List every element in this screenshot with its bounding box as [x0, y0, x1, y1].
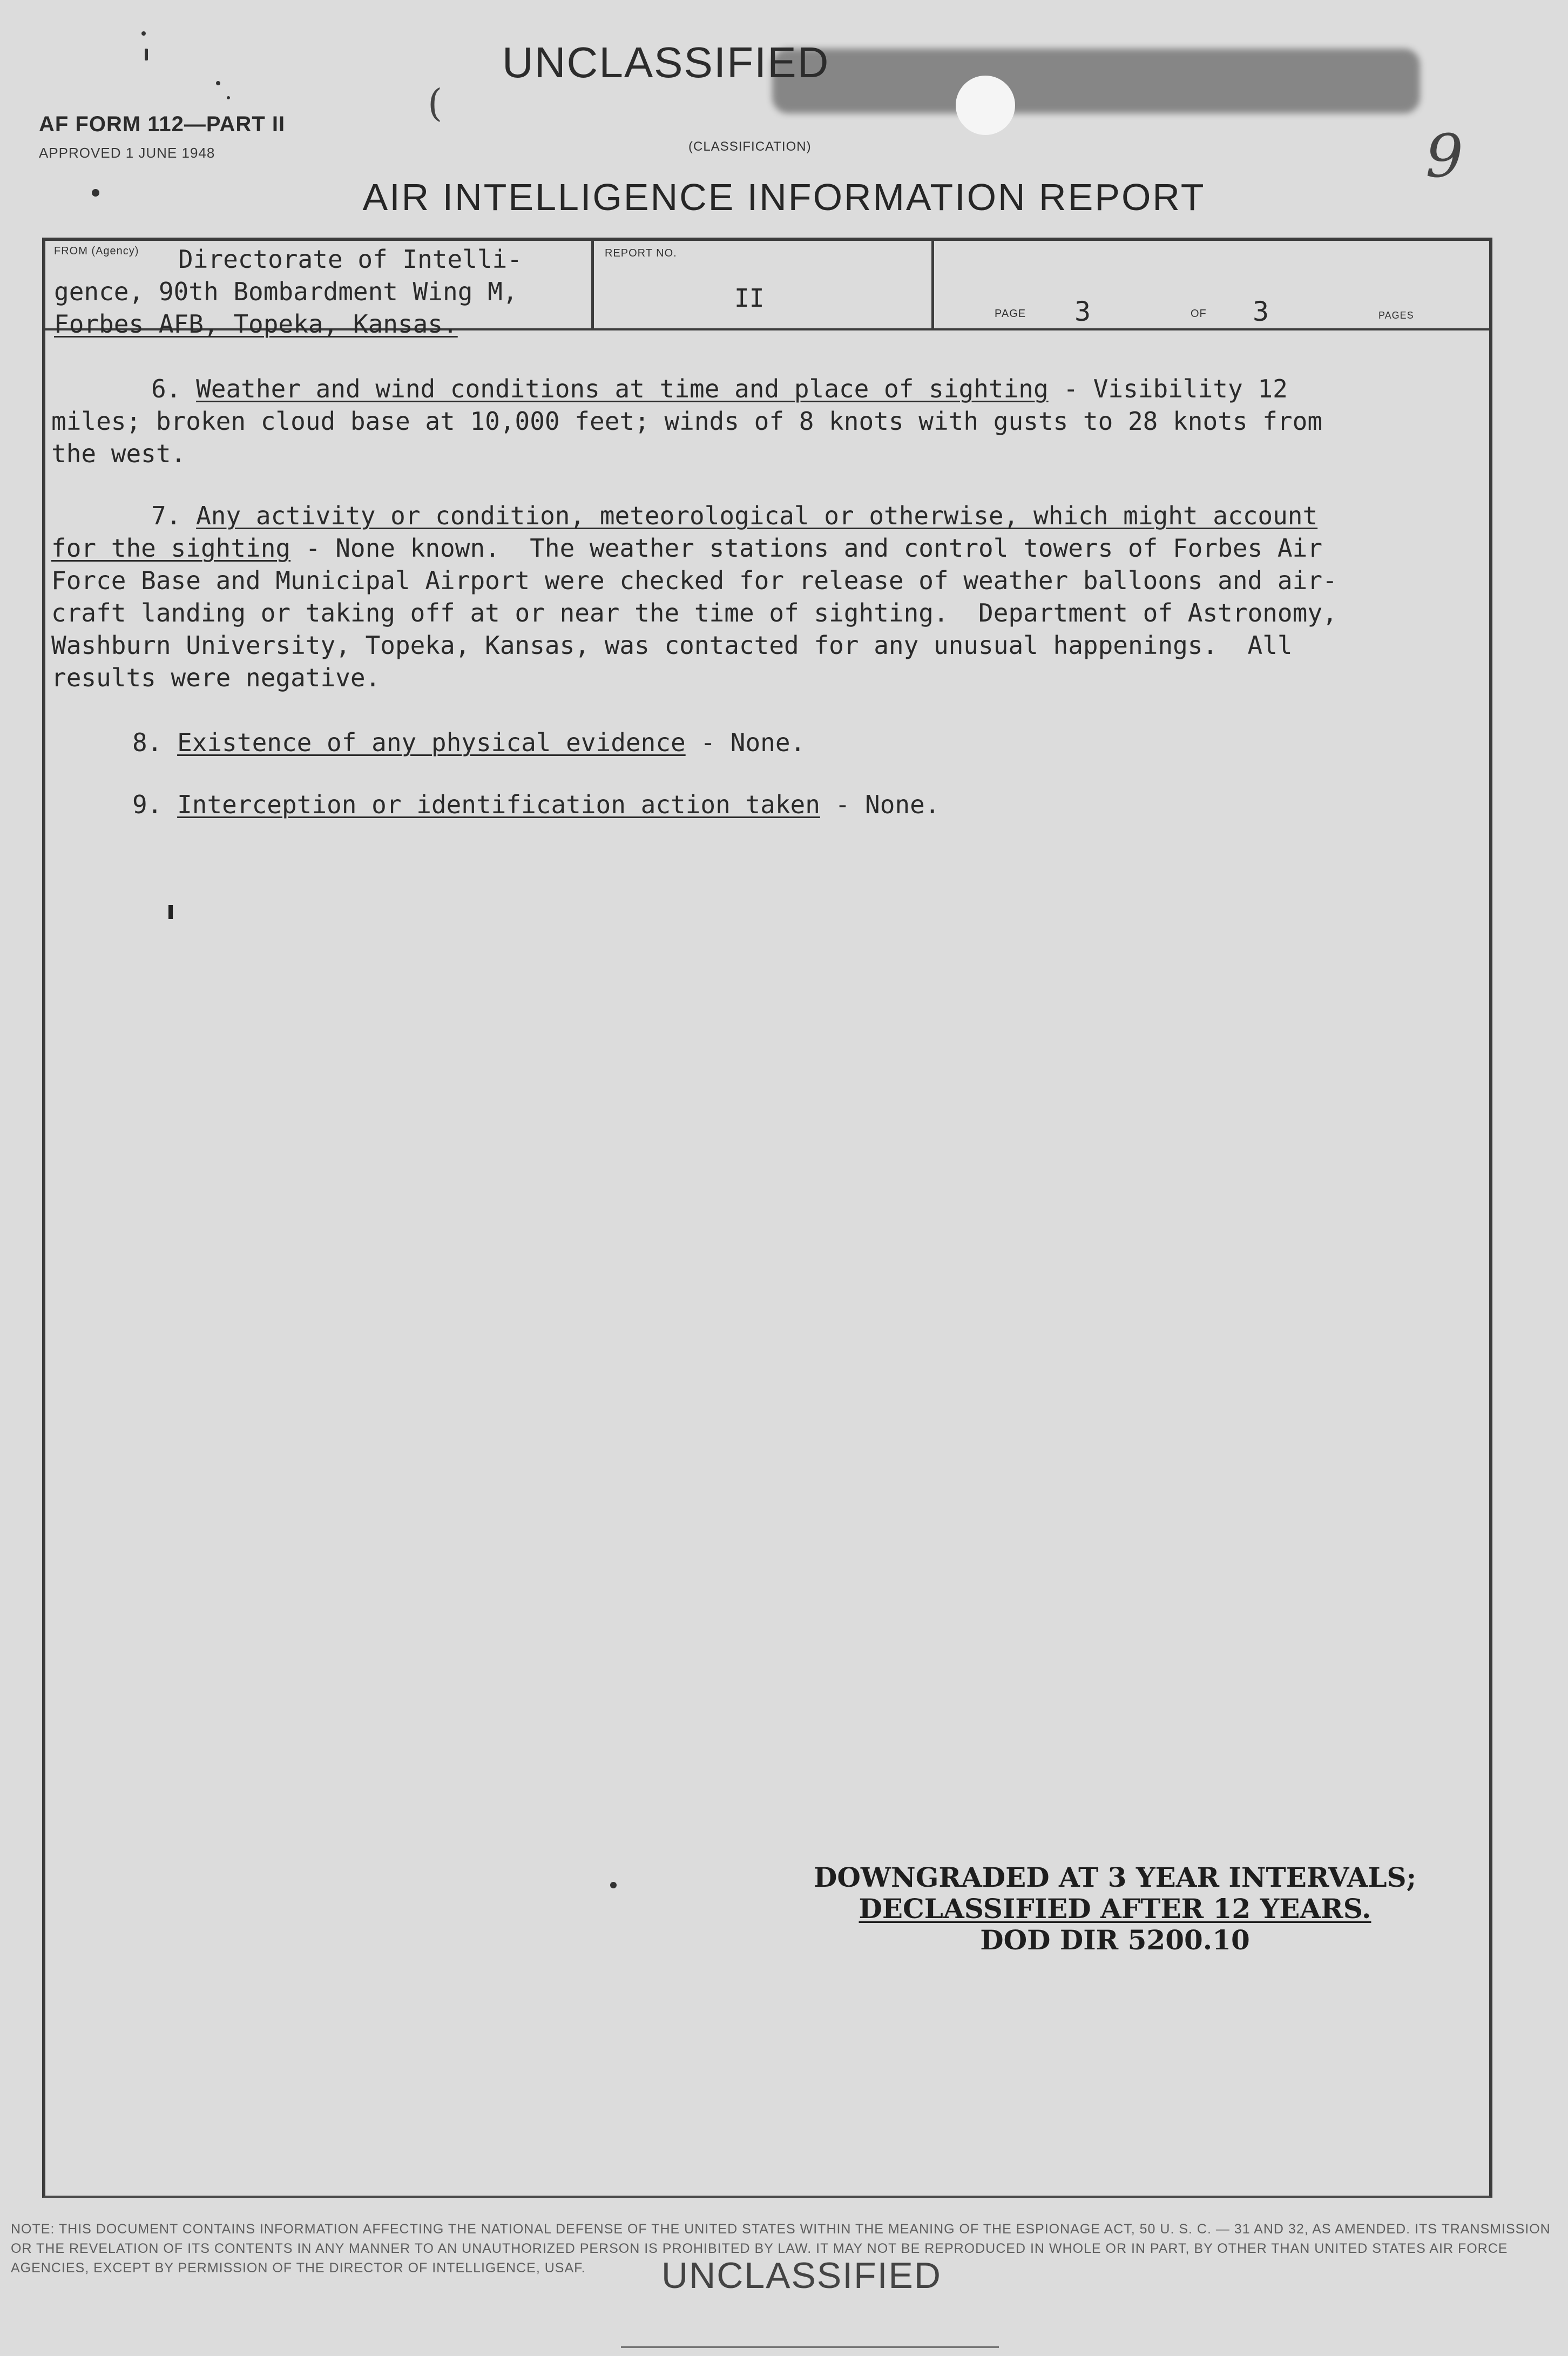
- from-line: Forbes AFB, Topeka, Kansas.: [54, 309, 458, 339]
- scan-speck: [141, 31, 146, 36]
- paragraph-heading: Weather and wind conditions at time and place of sighting: [196, 374, 1049, 403]
- paragraph-number: 9.: [132, 790, 163, 819]
- scan-speck: [227, 96, 230, 99]
- paragraph-7: [51, 499, 1455, 532]
- page-label: PAGE: [995, 308, 1026, 320]
- paragraph-6: [51, 373, 1455, 405]
- bottom-rule: [621, 2346, 999, 2348]
- paragraph-line: the west.: [51, 439, 186, 468]
- report-title: AIR INTELLIGENCE INFORMATION REPORT: [362, 176, 1206, 218]
- paragraph-number: 8.: [132, 728, 163, 757]
- paragraph-line: Force Base and Municipal Airport were checked for release of weather balloons and air-: [51, 566, 1337, 595]
- pages-label: PAGES: [1378, 310, 1414, 321]
- report-no-value: II: [734, 283, 765, 313]
- from-line: Directorate of Intelli-: [178, 245, 522, 274]
- paragraph-line: [51, 532, 1455, 564]
- page-total: 3: [1253, 296, 1269, 327]
- paragraph-heading: for the sighting: [51, 534, 291, 563]
- paragraph-number: 6.: [151, 374, 181, 403]
- downgrade-stamp: [778, 1862, 1452, 1956]
- classification-bottom: UNCLASSIFIED: [661, 2255, 942, 2296]
- of-label: OF: [1191, 308, 1207, 320]
- margin-tick: [168, 905, 173, 919]
- paragraph-heading: Any activity or condition, meteorological or otherwise, which might account: [196, 501, 1318, 530]
- from-agency: [54, 243, 589, 340]
- paragraph-8: [51, 726, 1455, 759]
- paragraph-line: craft landing or taking off at or near the time of sighting. Department of Astronomy,: [51, 598, 1337, 627]
- stray-mark: (: [428, 81, 443, 125]
- paragraph-line: miles; broken cloud base at 10,000 feet; winds of 8 knots with gusts to 28 knots from: [51, 407, 1323, 436]
- punch-hole: [956, 76, 1015, 135]
- paragraph-heading: Interception or identification action taken: [177, 790, 820, 819]
- paragraph-text: - None known. The weather stations and control towers of Forbes Air: [290, 534, 1323, 563]
- form-approval-date: APPROVED 1 JUNE 1948: [39, 145, 215, 161]
- report-no-label: REPORT NO.: [605, 247, 677, 259]
- form-number: AF FORM 112—PART II: [39, 112, 286, 136]
- paragraph-text: - Visibility 12: [1048, 374, 1288, 403]
- paragraph-number: 7.: [151, 501, 181, 530]
- stamp-line: DOD DIR 5200.10: [980, 1924, 1250, 1956]
- paragraph-line: results were negative.: [51, 663, 381, 692]
- page-current: 3: [1074, 296, 1091, 327]
- handwritten-page-mark: 9: [1425, 121, 1463, 191]
- classification-caption: (CLASSIFICATION): [688, 139, 812, 154]
- from-label: FROM (Agency): [54, 245, 139, 257]
- scan-speck: [216, 81, 220, 85]
- paragraph-9: [51, 788, 1455, 821]
- classification-top: UNCLASSIFIED: [502, 38, 830, 86]
- stamp-line: DOWNGRADED AT 3 YEAR INTERVALS;: [813, 1861, 1417, 1893]
- redaction-smear: [772, 49, 1420, 113]
- from-line: gence, 90th Bombardment Wing M,: [54, 277, 518, 306]
- stamp-line: DECLASSIFIED AFTER 12 YEARS.: [859, 1893, 1371, 1925]
- paragraph-text: - None.: [820, 790, 940, 819]
- paragraph-heading: Existence of any physical evidence: [177, 728, 686, 757]
- paragraph-line: Washburn University, Topeka, Kansas, was contacted for any unusual happenings. All: [51, 631, 1293, 660]
- scan-speck: [145, 49, 148, 60]
- paragraph-text: - None.: [685, 728, 806, 757]
- stamp-dot: [610, 1882, 617, 1888]
- espionage-act-notice: NOTE: THIS DOCUMENT CONTAINS INFORMATION AFFECTING THE NATIONAL DEFENSE OF THE UNITED STATES WITHIN THE MEANING OF THE ESPIONAGE ACT, 50 U. S. C. — 31 AND 32, AS AMENDED. ITS TRANSMISSION OR THE REVELATION OF ITS CONTENTS IN ANY MANNER TO AN UNAUTHORIZED PERSON IS PROHIBITED BY LAW. IT MAY NOT BE REPRODUCED IN WHOLE OR IN PART, BY OTHER THAN UNITED STATES AIR FORCE AGENCIES, EXCEPT BY PERMISSION OF THE DIRECTOR OF INTELLIGENCE, USAF.: [11, 2222, 1551, 2276]
